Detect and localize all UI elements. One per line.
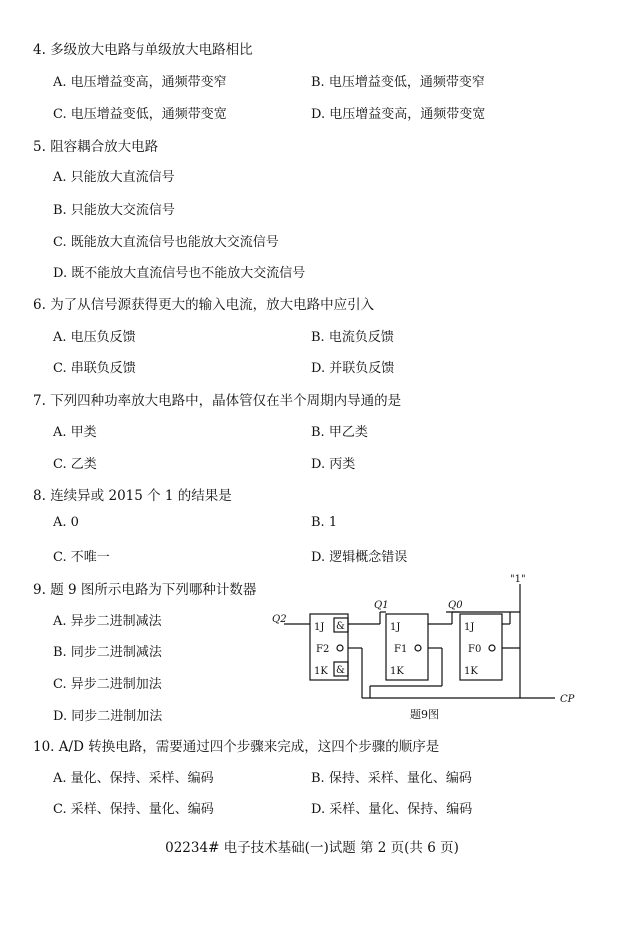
- question-8-stem: 8. 连续异或 2015 个 1 的结果是: [33, 488, 232, 504]
- counter-circuit-diagram: [270, 572, 600, 724]
- question-6-option-a: A. 电压负反馈: [53, 330, 136, 345]
- question-4-stem: 4. 多级放大电路与单级放大电路相比: [33, 42, 253, 58]
- question-9-option-c: C. 异步二进制加法: [53, 677, 162, 692]
- question-5-stem: 5. 阻容耦合放大电路: [33, 139, 159, 155]
- question-10-option-a: A. 量化、保持、采样、编码: [53, 771, 214, 786]
- question-10-option-b: B. 保持、采样、量化、编码: [311, 771, 472, 786]
- question-5-option-c: C. 既能放大直流信号也能放大交流信号: [53, 235, 279, 250]
- question-7-option-a: A. 甲类: [53, 425, 97, 440]
- question-5-option-a: A. 只能放大直流信号: [53, 170, 175, 185]
- ff1-j-label: 1J: [390, 622, 401, 633]
- ff0-j-label: 1J: [464, 622, 475, 633]
- question-9-option-a: A. 异步二进制减法: [53, 614, 162, 629]
- question-4-option-c: C. 电压增益变低，通频带变宽: [53, 107, 227, 122]
- question-5-option-d: D. 既不能放大直流信号也不能放大交流信号: [53, 266, 306, 281]
- question-8-option-a: A. 0: [53, 515, 79, 530]
- ff1-k-label: 1K: [390, 666, 404, 677]
- question-4-option-a: A. 电压增益变高，通频带变窄: [53, 75, 227, 90]
- question-9-stem: 9. 题 9 图所示电路为下列哪种计数器: [33, 582, 257, 598]
- ff2-and-top-label: &: [336, 621, 345, 632]
- question-6-option-c: C. 串联负反馈: [53, 361, 136, 376]
- question-6-option-d: D. 并联负反馈: [311, 361, 395, 376]
- ff2-k-label: 1K: [314, 666, 328, 677]
- figure-cp-label: CP: [560, 694, 575, 705]
- figure-q2-label: Q2: [272, 614, 287, 625]
- question-10-stem: 10. A/D 转换电路，需要通过四个步骤来完成，这四个步骤的顺序是: [33, 739, 440, 755]
- question-9-option-d: D. 同步二进制加法: [53, 709, 163, 724]
- question-6-stem: 6. 为了从信号源获得更大的输入电流，放大电路中应引入: [33, 297, 375, 313]
- question-7-option-b: B. 甲乙类: [311, 425, 368, 440]
- ff1-name-label: F1: [394, 644, 408, 655]
- question-7-option-d: D. 丙类: [311, 457, 356, 472]
- ff2-j-label: 1J: [314, 622, 325, 633]
- question-8-option-d: D. 逻辑概念错误: [311, 550, 408, 565]
- question-8-option-c: C. 不唯一: [53, 550, 110, 565]
- figure-one-label: "1": [510, 574, 526, 585]
- ff0-name-label: F0: [468, 644, 482, 655]
- question-5-option-b: B. 只能放大交流信号: [53, 203, 175, 218]
- ff2-name-label: F2: [316, 644, 330, 655]
- question-8-option-b: B. 1: [311, 515, 338, 530]
- question-9-option-b: B. 同步二进制减法: [53, 645, 162, 660]
- question-10-option-c: C. 采样、保持、量化、编码: [53, 802, 214, 817]
- question-7-stem: 7. 下列四种功率放大电路中，晶体管仅在半个周期内导通的是: [33, 393, 402, 409]
- figure-q0-label: Q0: [448, 600, 463, 611]
- figure-caption: 题9图: [410, 708, 439, 721]
- ff2-and-bottom-label: &: [336, 665, 345, 676]
- question-6-option-b: B. 电流负反馈: [311, 330, 394, 345]
- question-4-option-b: B. 电压增益变低，通频带变窄: [311, 75, 485, 90]
- question-7-option-c: C. 乙类: [53, 457, 97, 472]
- figure-q1-label: Q1: [374, 600, 389, 611]
- question-4-option-d: D. 电压增益变高，通频带变宽: [311, 107, 486, 122]
- page-footer: 02234# 电子技术基础(一)试题 第 2 页(共 6 页): [165, 840, 459, 856]
- ff0-k-label: 1K: [464, 666, 478, 677]
- question-10-option-d: D. 采样、量化、保持、编码: [311, 802, 473, 817]
